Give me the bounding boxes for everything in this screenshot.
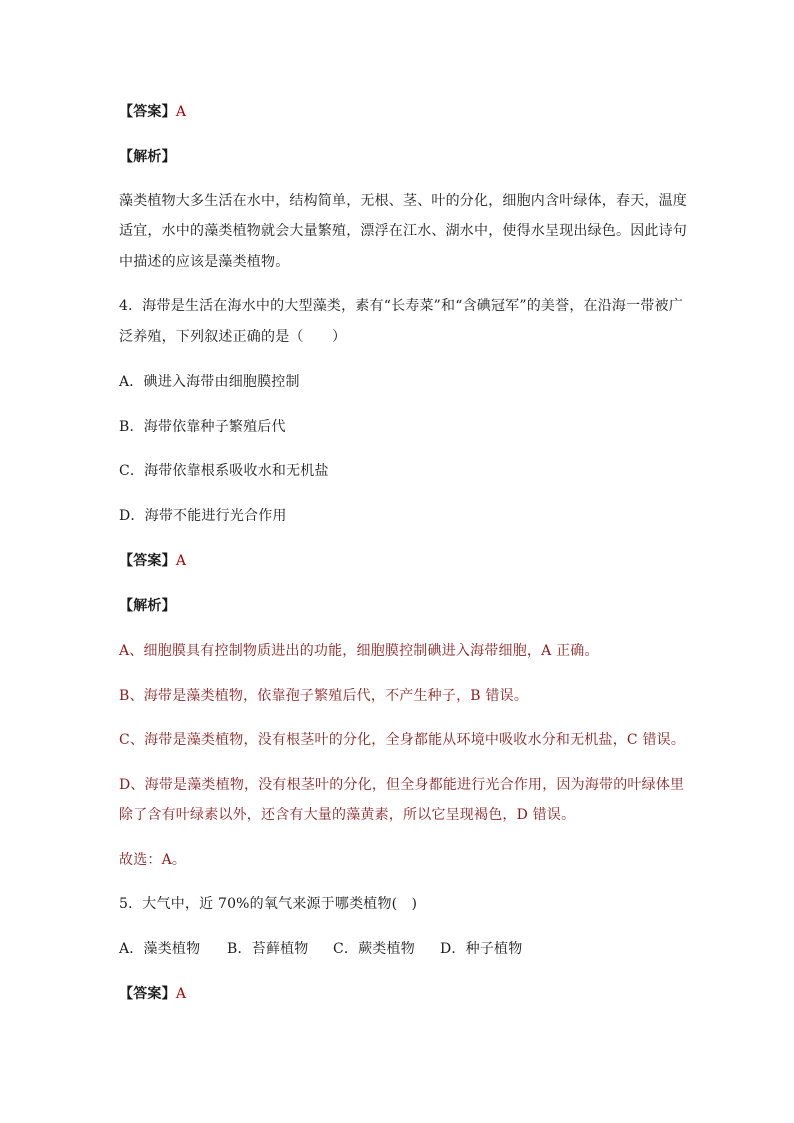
q5-answer: [119, 984, 186, 1004]
q4-answer: [119, 551, 186, 571]
q4-option-d: D．海带不能进行光合作用: [119, 508, 287, 524]
q4-analysis-line-c: C、海带是藻类植物，没有根茎叶的分化，全身都能从环境中吸收水分和无机盐，C 错误。: [119, 732, 686, 748]
answer-label: 【答案】: [119, 986, 176, 1002]
q5-option-a: A．藻类植物: [119, 941, 201, 957]
answer-label: 【答案】: [119, 553, 176, 569]
q4-analysis-label: 【解析】: [119, 598, 176, 614]
q4-stem-line-1: 4．海带是生活在海水中的大型藻类，素有“长寿菜”和“含碘冠军”的美誉，在沿海一带被广: [119, 298, 683, 314]
q5-options: [119, 939, 522, 959]
q4-analysis-line-d1: D、海带是藻类植物，没有根茎叶的分化，但全身都能进行光合作用，因为海带的叶绿体里: [119, 777, 685, 793]
q5-option-d: D．种子植物: [440, 941, 523, 957]
q3-analysis-line-1: 藻类植物大多生活在水中，结构简单，无根、茎、叶的分化，细胞内含叶绿体，春天，温度: [119, 193, 687, 209]
q3-analysis-line-3: 中描述的应该是藻类植物。: [119, 254, 290, 270]
q4-option-b: B．海带依靠种子繁殖后代: [119, 419, 286, 435]
q4-conclusion: 故选：A。: [119, 852, 187, 868]
q4-option-a: A．碘进入海带由细胞膜控制: [119, 374, 300, 390]
answer-value: A: [175, 553, 187, 569]
answer-value: A: [175, 104, 187, 120]
q4-option-c: C．海带依靠根系吸收水和无机盐: [119, 463, 329, 479]
q3-answer: [119, 102, 186, 122]
answer-label: 【答案】: [119, 104, 176, 120]
q4-stem-line-2: 泛养殖，下列叙述正确的是（ ）: [119, 329, 347, 345]
q4-analysis-line-d2: 除了含有叶绿素以外，还含有大量的藻黄素，所以它呈现褐色，D 错误。: [119, 807, 576, 823]
q5-stem: 5．大气中，近 70%的氧气来源于哪类植物( ): [119, 896, 418, 912]
q4-analysis-line-b: B、海带是藻类植物，依靠孢子繁殖后代，不产生种子，B 错误。: [119, 688, 529, 704]
q3-analysis-line-2: 适宜，水中的藻类植物就会大量繁殖，漂浮在江水、湖水中，使得水呈现出绿色。因此诗句: [119, 223, 687, 239]
q5-option-b: B．苔藓植物: [227, 941, 309, 957]
q3-analysis-label: 【解析】: [119, 149, 176, 165]
q4-analysis-line-a: A、细胞膜具有控制物质进出的功能，细胞膜控制碘进入海带细胞，A 正确。: [119, 643, 599, 659]
answer-value: A: [175, 986, 187, 1002]
q5-option-c: C．蕨类植物: [333, 941, 415, 957]
